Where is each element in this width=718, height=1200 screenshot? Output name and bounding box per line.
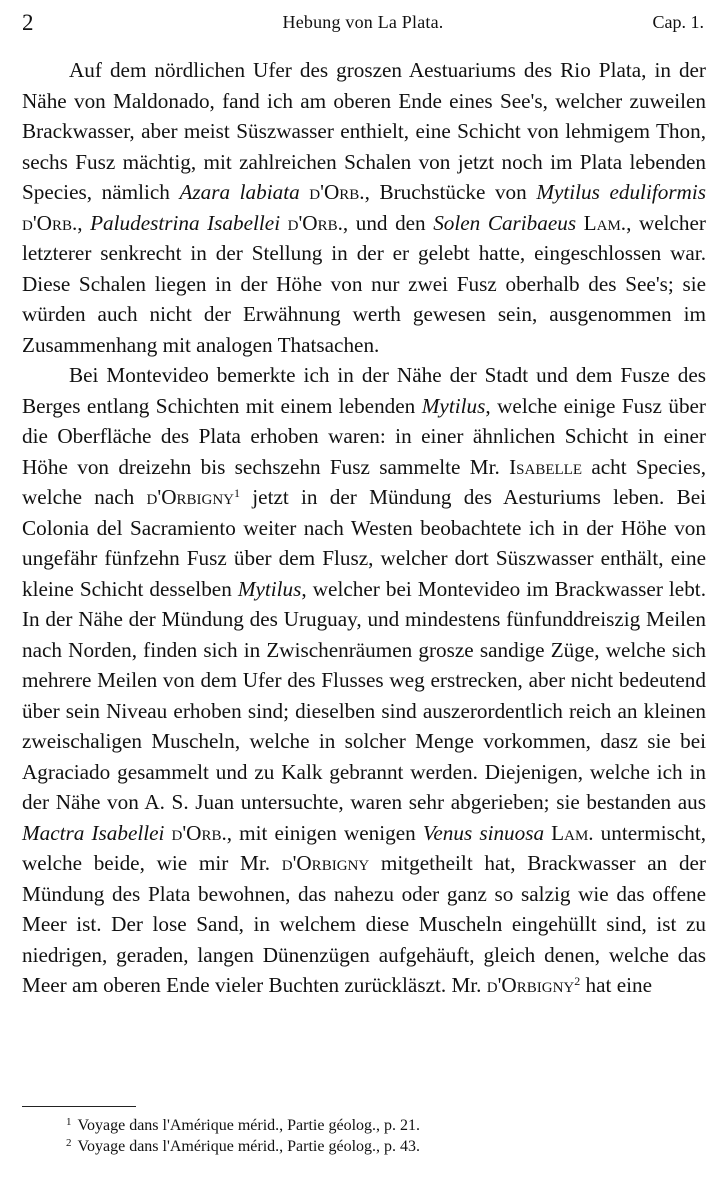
person-name: Isabelle — [509, 454, 583, 479]
chapter-label: Cap. 1. — [652, 12, 704, 32]
text-run: Bei Montevideo bemerkte ich in der Nähe der Stadt und dem Fusze des Berges entlang Schichten mit einem lebenden — [22, 363, 706, 418]
text-run: , — [77, 210, 91, 235]
footnote-text: Voyage dans l'Amérique mérid., Partie géolog., p. 43. — [77, 1138, 421, 1155]
species-name: Mytilus — [237, 576, 302, 601]
text-run: mitgetheilt hat, Brackwasser an der Mündung des Plata bewohnen, das nahezu oder ganz so salzig wie das offene Meer ist. Der lose Sand, in welchem diese Muscheln eingehüllt sind, ist zu niedrigen, geraden, langen Dünenzügen aufgehäuft, gleich denen, welche das Meer am oberen Ende vieler Buchten zurückläszt. Mr. — [22, 851, 706, 997]
text-run: , Bruchstücke von — [364, 180, 537, 204]
species-name: Mytilus — [421, 393, 486, 418]
species-author: d'Orb. — [287, 210, 343, 235]
person-name: d'Orbigny — [281, 851, 370, 875]
text-run: , welcher bei Montevideo im Brackwasser lebt. In der Nähe der Mündung des Uruguay, und mindestens fünfunddreiszig Meilen nach Norden, finden sich in Zwischenräumen grosze sandige Züge, welche sich mehrere Meilen von dem Ufer des Flusses weg erstrecken, aber nicht bedeutend über sein Niveau erhoben sind; dieselben sind auszerordentlich reich an kleinen zweischaligen Muscheln, welche in solcher Menge vorkommen, dasz sie bei Agraciado gesammelt und zu Kalk gebrannt werden. Diejenigen, welche ich in der Nähe von A. S. Juan untersuchte, waren sehr abgerieben; sie bestanden aus — [22, 576, 706, 814]
running-title: Hebung von La Plata. — [282, 12, 444, 32]
species-name: Mactra Isabellei — [22, 820, 165, 845]
text-run: , mit einigen wenigen — [226, 820, 423, 845]
person-name: d'Orbigny — [486, 973, 575, 997]
page-number: 2 — [22, 10, 34, 35]
species-author: Lam. — [583, 210, 627, 235]
species-name: Mytilus eduliformis — [536, 180, 706, 204]
running-header — [22, 6, 704, 36]
footnote-mark: 2 — [66, 1137, 72, 1149]
text-run: acht Species, welche nach — [22, 454, 706, 509]
footnote-ref-2[interactable]: 2 — [574, 974, 581, 988]
footnotes — [66, 1115, 626, 1157]
text-run: hat eine — [580, 973, 653, 997]
text-run: untermischt, welche beide, wie mir Mr. — [22, 820, 707, 875]
species-author: d'Orb. — [171, 820, 227, 845]
species-author: d'Orb. — [22, 210, 78, 235]
species-name: Venus sinuosa — [422, 820, 545, 845]
footnote-text: Voyage dans l'Amérique mérid., Partie géolog., p. 21. — [77, 1117, 421, 1134]
footnote-mark: 1 — [66, 1116, 72, 1128]
text-run: , welcher letzterer senkrecht in der Stellung in der er gelebt hatte, eingeschlossen war. Diese Schalen liegen in der Höhe von nur zwei Fusz oberhalb des See's; sie würden auch nicht der Erwähnung werth gewesen sein, ausgenommen im Zusammenhang mit analogen Thatsachen. — [22, 210, 706, 357]
species-name: Azara labiata — [179, 180, 300, 204]
text-run: , welche einige Fusz über die Oberfläche des Plata erhoben waren: in einer ähnlichen Schicht in einer Höhe von dreizehn bis sechszehn Fusz sammelte Mr. — [22, 393, 706, 479]
footnote-2 — [66, 1136, 626, 1157]
species-name: Paludestrina Isabellei — [90, 210, 281, 235]
person-name: d'Orbigny — [146, 485, 235, 509]
paragraph-2 — [22, 360, 706, 1001]
species-author: d'Orb. — [309, 180, 365, 204]
text-run: Auf dem nördlichen Ufer des groszen Aestuariums des Rio Plata, in der Nähe von Maldonado, fand ich am oberen Ende eines See's, welcher zuweilen Brackwasser, aber meist Süszwasser enthielt, eine Schicht von lehmigem Thon, sechs Fusz mächtig, mit zahlreichen Schalen von jetzt noch im Plata lebenden Species, nämlich — [22, 58, 706, 204]
text-run: , und den — [342, 210, 434, 235]
species-author: Lam. — [551, 820, 594, 845]
footnote-ref-1[interactable]: 1 — [234, 486, 241, 500]
footnote-1 — [66, 1115, 626, 1136]
paragraph-1 — [22, 55, 706, 360]
text-run: jetzt in der Mündung des Aesturiums leben. Bei Colonia del Sacramiento weiter nach Westen beobachtete ich in der Höhe von ungefähr fünfzehn Fusz über dem Flusz, welcher dort Süszwasser enthält, eine kleine Schicht desselben — [22, 485, 706, 601]
body-text — [22, 55, 706, 1001]
species-name: Solen Caribaeus — [433, 210, 577, 235]
footnote-divider — [22, 1106, 136, 1107]
